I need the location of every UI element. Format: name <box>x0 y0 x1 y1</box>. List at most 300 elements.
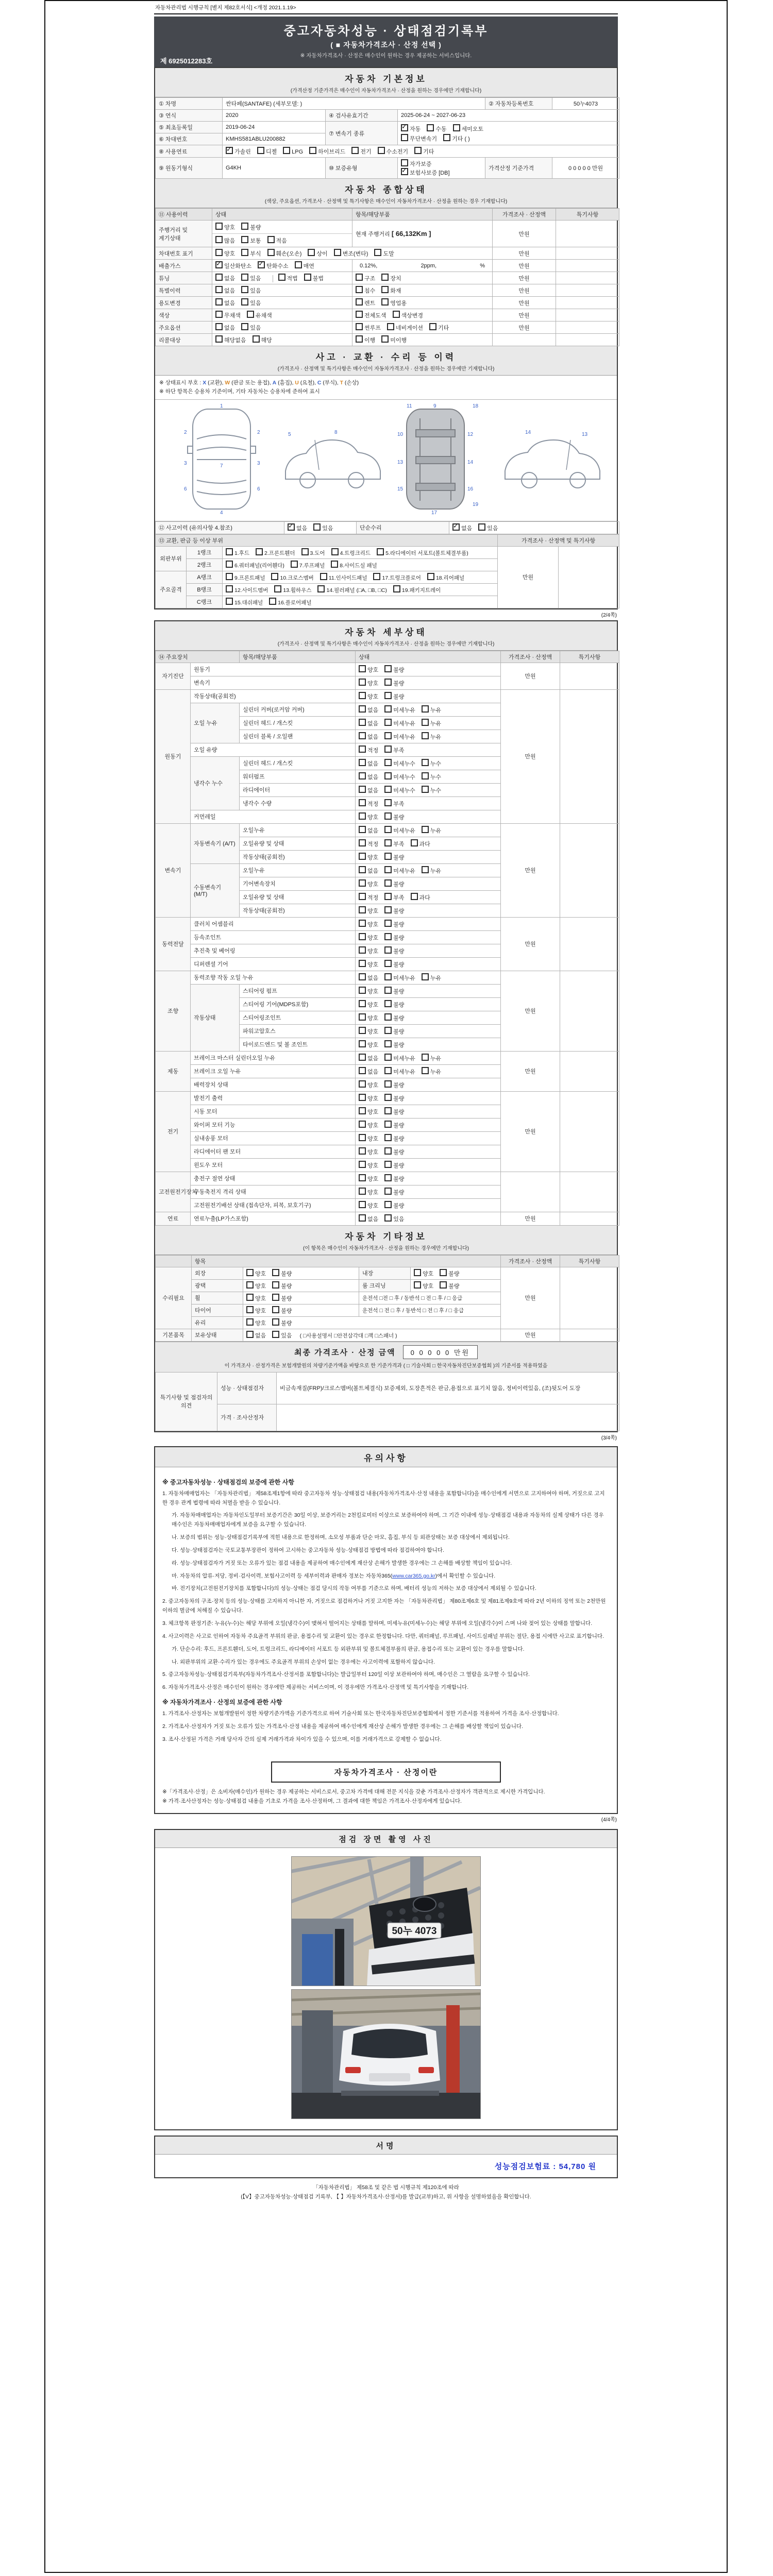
option-누유[interactable]: 누유 <box>422 719 441 727</box>
checkbox[interactable] <box>272 1294 279 1301</box>
checkbox[interactable] <box>359 933 366 940</box>
checkbox[interactable] <box>414 1281 421 1289</box>
checkbox[interactable] <box>422 732 429 739</box>
checkbox[interactable] <box>301 548 309 555</box>
checked-checkbox[interactable] <box>401 168 408 175</box>
checked-checkbox[interactable] <box>215 261 223 268</box>
signature-area[interactable] <box>155 2155 617 2177</box>
option-불량[interactable]: 불량 <box>384 933 404 942</box>
checkbox[interactable] <box>359 1107 366 1114</box>
option-양호[interactable]: 양호 <box>359 1040 378 1049</box>
checkbox[interactable] <box>422 866 429 873</box>
checkbox[interactable] <box>272 1281 279 1289</box>
option-불량[interactable]: 불량 <box>440 1269 459 1278</box>
option-양호[interactable]: 양호 <box>246 1269 266 1278</box>
checkbox[interactable] <box>384 732 392 739</box>
option-양호[interactable]: 양호 <box>359 853 378 861</box>
option-없음[interactable]: 없음 <box>359 705 378 714</box>
option-불량[interactable]: 불량 <box>384 879 404 888</box>
checkbox[interactable] <box>384 906 392 913</box>
option-양호[interactable]: 양호 <box>359 1161 378 1170</box>
option-LPG[interactable]: LPG <box>283 147 303 155</box>
option-6.쿼터패널(리어휀다)[interactable]: 6.쿼터패널(리어휀다) <box>226 561 284 569</box>
option-10.크로스멤버[interactable]: 10.크로스멤버 <box>271 573 313 582</box>
option-있음[interactable]: 있음 <box>241 323 261 332</box>
option-있음[interactable]: 있음 <box>272 1331 292 1340</box>
option-양호[interactable]: 양호 <box>359 1027 378 1036</box>
checkbox[interactable] <box>359 759 366 766</box>
option-불량[interactable]: 불량 <box>384 679 404 687</box>
option-7.루프패널[interactable]: 7.루프패널 <box>291 561 325 569</box>
checkbox[interactable] <box>356 323 363 330</box>
option-양호[interactable]: 양호 <box>414 1281 433 1290</box>
checkbox[interactable] <box>384 692 392 699</box>
option-상이[interactable]: 상이 <box>308 249 327 258</box>
checkbox[interactable] <box>359 1121 366 1128</box>
checkbox[interactable] <box>215 236 223 243</box>
option-9.프론트패널[interactable]: 9.프론트패널 <box>226 573 265 582</box>
checkbox[interactable] <box>359 946 366 954</box>
option-미세누수[interactable]: 미세누수 <box>384 772 415 781</box>
option-있음[interactable]: 있음 <box>241 298 261 307</box>
option-적정[interactable]: 적정 <box>359 893 378 902</box>
option-자동[interactable]: ✓자동 <box>401 124 421 133</box>
option-없음[interactable]: 없음 <box>246 1331 266 1340</box>
option-불량[interactable]: 불량 <box>384 1027 404 1036</box>
option-무단변속기[interactable]: 무단변속기 <box>401 134 437 143</box>
option-미세누유[interactable]: 미세누유 <box>384 1067 415 1076</box>
checkbox[interactable] <box>384 1161 392 1168</box>
option-양호[interactable]: 양호 <box>359 987 378 995</box>
option-양호[interactable]: 양호 <box>215 249 235 258</box>
option-미세누유[interactable]: 미세누유 <box>384 719 415 727</box>
option-장치[interactable]: 장치 <box>381 274 401 282</box>
option-8.사이드실 패널[interactable]: 8.사이드실 패널 <box>331 561 377 569</box>
option-무채색[interactable]: 무채색 <box>215 311 241 319</box>
checkbox[interactable] <box>359 692 366 699</box>
checkbox[interactable] <box>384 1174 392 1181</box>
checkbox[interactable] <box>384 679 392 686</box>
option-17.트렁크플로어[interactable]: 17.트렁크플로어 <box>373 573 421 582</box>
checkbox[interactable] <box>422 772 429 779</box>
option-양호[interactable]: 양호 <box>359 879 378 888</box>
checkbox[interactable] <box>283 147 290 154</box>
option-양호[interactable]: 양호 <box>359 1121 378 1129</box>
checked-checkbox[interactable] <box>258 261 265 268</box>
checkbox[interactable] <box>215 335 223 343</box>
checked-checkbox[interactable] <box>288 523 295 531</box>
checkbox[interactable] <box>272 1269 279 1276</box>
option-적음[interactable]: 적음 <box>267 236 287 245</box>
option-색상변경[interactable]: 색상변경 <box>393 311 424 319</box>
option-없음[interactable]: 없음 <box>215 323 235 332</box>
option-양호[interactable]: 양호 <box>246 1306 266 1315</box>
checkbox[interactable] <box>384 893 392 900</box>
option-없음[interactable]: 없음 <box>359 1054 378 1062</box>
checkbox[interactable] <box>384 772 392 779</box>
checkbox[interactable] <box>295 261 302 268</box>
option-없음[interactable]: ✓ 없음 <box>288 523 307 532</box>
checkbox[interactable] <box>422 1067 429 1074</box>
checkbox[interactable] <box>401 134 408 141</box>
option-적정[interactable]: 적정 <box>359 839 378 848</box>
option-세미오토[interactable]: 세미오토 <box>453 124 484 133</box>
option-누유[interactable]: 누유 <box>422 1054 441 1062</box>
checkbox[interactable] <box>257 147 264 154</box>
checkbox[interactable] <box>384 1201 392 1208</box>
option-가솔린[interactable]: ✓ 가솔린 <box>226 147 251 156</box>
checkbox[interactable] <box>215 249 223 256</box>
option-하이브리드[interactable]: 하이브리드 <box>309 147 345 156</box>
option-불량[interactable]: 불량 <box>272 1281 292 1290</box>
checkbox[interactable] <box>384 826 392 833</box>
checkbox[interactable] <box>359 745 366 753</box>
option-보통[interactable]: 보통 <box>241 236 261 245</box>
option-양호[interactable]: 양호 <box>359 933 378 942</box>
checkbox[interactable] <box>291 561 298 568</box>
checkbox[interactable] <box>359 1013 366 1021</box>
checkbox[interactable] <box>226 561 233 568</box>
option-없음[interactable]: 없음 <box>359 719 378 727</box>
checkbox[interactable] <box>384 839 392 846</box>
option-일산화탄소[interactable]: ✓ 일산화탄소 <box>215 261 251 270</box>
option-불량[interactable]: 불량 <box>384 1013 404 1022</box>
option-불량[interactable]: 불량 <box>272 1294 292 1302</box>
option-불량[interactable]: 불량 <box>384 1040 404 1049</box>
checkbox[interactable] <box>411 839 418 846</box>
option-불량[interactable]: 불량 <box>384 960 404 969</box>
option-누유[interactable]: 누유 <box>422 826 441 835</box>
checkbox[interactable] <box>393 585 400 592</box>
checkbox[interactable] <box>359 812 366 820</box>
option-있음[interactable]: 있음 <box>241 274 261 282</box>
option-도말[interactable]: 도말 <box>374 249 394 258</box>
option-과다[interactable]: 과다 <box>411 839 430 848</box>
option-양호[interactable]: 양호 <box>359 665 378 674</box>
checkbox[interactable] <box>384 1000 392 1007</box>
option-양호[interactable]: 양호 <box>359 920 378 928</box>
option-없음[interactable]: ✓ 없음 <box>452 523 472 532</box>
option-없음[interactable]: 없음 <box>215 286 235 295</box>
checkbox[interactable] <box>272 1306 279 1313</box>
option-14.필러패널 (□A, □B, □C)[interactable]: 14.필러패널 (□A, □B, □C) <box>317 585 386 594</box>
checkbox[interactable] <box>359 1201 366 1208</box>
option-이행[interactable]: 이행 <box>356 335 375 344</box>
checkbox[interactable] <box>427 573 434 580</box>
option-침수[interactable]: 침수 <box>356 286 375 295</box>
checkbox[interactable] <box>359 679 366 686</box>
checkbox[interactable] <box>384 1080 392 1088</box>
option-양호[interactable]: 양호 <box>246 1318 266 1327</box>
option-5.라디에이터 서포트(볼트체결부품)[interactable]: 5.라디에이터 서포트(볼트체결부품) <box>377 548 468 557</box>
option-누유[interactable]: 누유 <box>422 732 441 741</box>
option-양호[interactable]: 양호 <box>359 906 378 915</box>
checkbox[interactable] <box>384 1094 392 1101</box>
option-3.도어[interactable]: 3.도어 <box>301 548 325 557</box>
option-부족[interactable]: 부족 <box>384 745 404 754</box>
checkbox[interactable] <box>384 1188 392 1195</box>
option-양호[interactable]: 양호 <box>359 1080 378 1089</box>
option-없음[interactable]: 없음 <box>359 826 378 835</box>
checkbox[interactable] <box>384 1147 392 1155</box>
checkbox[interactable] <box>359 1000 366 1007</box>
option-누유[interactable]: 누유 <box>422 1067 441 1076</box>
option-18.리어패널[interactable]: 18.리어패널 <box>427 573 464 582</box>
checkbox[interactable] <box>359 1188 366 1195</box>
checkbox[interactable] <box>384 1027 392 1034</box>
option-양호[interactable]: 양호 <box>359 1147 378 1156</box>
checkbox[interactable] <box>269 598 276 605</box>
checkbox[interactable] <box>384 866 392 873</box>
checkbox[interactable] <box>278 274 285 281</box>
option-15.대쉬패널[interactable]: 15.대쉬패널 <box>226 598 263 606</box>
option-기타[interactable]: 기타 <box>429 323 449 332</box>
checkbox[interactable] <box>241 298 248 306</box>
option-불량[interactable]: 불량 <box>384 812 404 821</box>
option-불량[interactable]: 불량 <box>384 1094 404 1103</box>
option-누수[interactable]: 누수 <box>422 759 441 768</box>
checkbox[interactable] <box>246 1269 254 1276</box>
option-적정[interactable]: 적정 <box>359 745 378 754</box>
checkbox[interactable] <box>359 1094 366 1101</box>
option-불량[interactable]: 불량 <box>384 1188 404 1196</box>
option-매연[interactable]: 매연 <box>295 261 314 270</box>
checkbox[interactable] <box>440 1269 447 1276</box>
checkbox[interactable] <box>384 987 392 994</box>
checkbox[interactable] <box>359 1027 366 1034</box>
option-양호[interactable]: 양호 <box>359 960 378 969</box>
option-누유[interactable]: 누유 <box>422 866 441 875</box>
checkbox[interactable] <box>215 298 223 306</box>
checkbox[interactable] <box>359 786 366 793</box>
option-미이행[interactable]: 미이행 <box>381 335 407 344</box>
checkbox[interactable] <box>384 920 392 927</box>
option-불량[interactable]: 불량 <box>384 853 404 861</box>
checkbox[interactable] <box>384 745 392 753</box>
checkbox[interactable] <box>253 335 260 343</box>
checkbox[interactable] <box>422 1054 429 1061</box>
option-양호[interactable]: 양호 <box>359 692 378 701</box>
checkbox[interactable] <box>384 879 392 887</box>
checkbox[interactable] <box>440 1281 447 1289</box>
option-과다[interactable]: 과다 <box>411 893 430 902</box>
checkbox[interactable] <box>308 249 315 256</box>
checkbox[interactable] <box>215 311 223 318</box>
checkbox[interactable] <box>384 812 392 820</box>
checked-checkbox[interactable] <box>401 124 408 131</box>
checkbox[interactable] <box>384 1134 392 1141</box>
checkbox[interactable] <box>313 523 321 531</box>
checkbox[interactable] <box>411 893 418 900</box>
option-불량[interactable]: 불량 <box>384 906 404 915</box>
option-기타[interactable]: 기타 <box>414 147 434 156</box>
car365-link[interactable]: www.car365.go.kr <box>392 1572 435 1579</box>
option-불량[interactable]: 불량 <box>384 1121 404 1129</box>
option-2.프론트휀더[interactable]: 2.프론트휀더 <box>256 548 295 557</box>
checkbox[interactable] <box>384 799 392 806</box>
checkbox[interactable] <box>359 1174 366 1181</box>
option-불량[interactable]: 불량 <box>272 1306 292 1315</box>
option-화재[interactable]: 화재 <box>381 286 401 295</box>
checkbox[interactable] <box>359 1134 366 1141</box>
option-부족[interactable]: 부족 <box>384 893 404 902</box>
checked-checkbox[interactable] <box>452 523 460 531</box>
option-유채색[interactable]: 유채색 <box>247 311 272 319</box>
option-불량[interactable]: 불량 <box>384 1134 404 1143</box>
checked-checkbox[interactable] <box>226 147 233 154</box>
option-양호[interactable]: 양호 <box>215 223 235 231</box>
checkbox[interactable] <box>384 1214 392 1222</box>
checkbox[interactable] <box>246 1306 254 1313</box>
option-없음[interactable]: 없음 <box>359 732 378 741</box>
checkbox[interactable] <box>215 286 223 293</box>
checkbox[interactable] <box>359 866 366 873</box>
checkbox[interactable] <box>359 960 366 967</box>
option-양호[interactable]: 양호 <box>414 1269 433 1278</box>
option-수동[interactable]: 수동 <box>427 124 446 133</box>
checkbox[interactable] <box>359 1147 366 1155</box>
checkbox[interactable] <box>356 335 363 343</box>
checkbox[interactable] <box>422 759 429 766</box>
checkbox[interactable] <box>378 147 385 154</box>
checkbox[interactable] <box>246 1331 254 1338</box>
checkbox[interactable] <box>384 1054 392 1061</box>
checkbox[interactable] <box>359 732 366 739</box>
checkbox[interactable] <box>359 920 366 927</box>
option-미세누수[interactable]: 미세누수 <box>384 759 415 768</box>
checkbox[interactable] <box>414 147 422 154</box>
option-많음[interactable]: 많음 <box>215 236 235 245</box>
option-불량[interactable]: 불량 <box>384 987 404 995</box>
checkbox[interactable] <box>359 665 366 672</box>
checkbox[interactable] <box>215 223 223 230</box>
checkbox[interactable] <box>359 1161 366 1168</box>
checkbox[interactable] <box>334 249 341 256</box>
checkbox[interactable] <box>356 274 363 281</box>
option-구조[interactable]: 구조 <box>356 274 375 282</box>
checkbox[interactable] <box>241 249 248 256</box>
checkbox[interactable] <box>384 705 392 713</box>
checkbox[interactable] <box>384 786 392 793</box>
option-16.플로어패널[interactable]: 16.플로어패널 <box>269 598 311 606</box>
checkbox[interactable] <box>359 853 366 860</box>
checkbox[interactable] <box>215 274 223 281</box>
option-해당[interactable]: 해당 <box>253 335 272 344</box>
option-적법[interactable]: 적법 <box>278 274 298 282</box>
checkbox[interactable] <box>381 286 389 293</box>
checkbox[interactable] <box>384 960 392 967</box>
checkbox[interactable] <box>422 973 429 980</box>
option-불량[interactable]: 불량 <box>384 1000 404 1009</box>
checkbox[interactable] <box>356 286 363 293</box>
checkbox[interactable] <box>271 573 278 580</box>
checkbox[interactable] <box>241 223 248 230</box>
checkbox[interactable] <box>422 719 429 726</box>
option-불량[interactable]: 불량 <box>384 920 404 928</box>
checkbox[interactable] <box>359 1067 366 1074</box>
checkbox[interactable] <box>320 573 327 580</box>
checkbox[interactable] <box>393 311 400 318</box>
checkbox[interactable] <box>384 946 392 954</box>
checkbox[interactable] <box>274 585 281 592</box>
checkbox[interactable] <box>384 1040 392 1047</box>
option-적정[interactable]: 적정 <box>359 799 378 808</box>
option-불량[interactable]: 불량 <box>384 1201 404 1210</box>
option-양호[interactable]: 양호 <box>359 946 378 955</box>
option-훼손(오손)[interactable]: 훼손(오손) <box>267 249 302 258</box>
option-불량[interactable]: 불량 <box>384 946 404 955</box>
checkbox[interactable] <box>384 719 392 726</box>
option-기타 ( )[interactable]: 기타 ( ) <box>443 134 470 143</box>
option-없음[interactable]: 없음 <box>215 274 235 282</box>
option-미세누유[interactable]: 미세누유 <box>384 1054 415 1062</box>
checkbox[interactable] <box>429 323 436 330</box>
option-누수[interactable]: 누수 <box>422 772 441 781</box>
checkbox[interactable] <box>267 249 275 256</box>
checkbox[interactable] <box>226 548 233 555</box>
checkbox[interactable] <box>427 124 434 131</box>
option-디젤[interactable]: 디젤 <box>257 147 277 156</box>
checkbox[interactable] <box>272 1331 279 1338</box>
option-양호[interactable]: 양호 <box>359 679 378 687</box>
checkbox[interactable] <box>381 335 389 343</box>
checkbox[interactable] <box>359 973 366 980</box>
option-미세누수[interactable]: 미세누수 <box>384 786 415 794</box>
option-19.패키지트레이[interactable]: 19.패키지트레이 <box>393 585 441 594</box>
checkbox[interactable] <box>384 1107 392 1114</box>
checkbox[interactable] <box>359 839 366 846</box>
option-보험사보증 [DB][interactable]: ✓보험사보증 [DB] <box>401 168 450 177</box>
checkbox[interactable] <box>215 323 223 330</box>
checkbox[interactable] <box>241 236 248 243</box>
checkbox[interactable] <box>359 799 366 806</box>
option-썬루프[interactable]: 썬루프 <box>356 323 381 332</box>
option-13.휠하우스[interactable]: 13.휠하우스 <box>274 585 311 594</box>
option-1.후드[interactable]: 1.후드 <box>226 548 249 557</box>
checkbox[interactable] <box>384 1121 392 1128</box>
checkbox[interactable] <box>359 826 366 833</box>
option-있음[interactable]: 있음 <box>384 1214 404 1223</box>
option-없음[interactable]: 없음 <box>359 786 378 794</box>
option-부족[interactable]: 부족 <box>384 799 404 808</box>
option-양호[interactable]: 양호 <box>246 1281 266 1290</box>
checkbox[interactable] <box>359 705 366 713</box>
option-12.사이드멤버[interactable]: 12.사이드멤버 <box>226 585 268 594</box>
option-누유[interactable]: 누유 <box>422 973 441 982</box>
option-양호[interactable]: 양호 <box>246 1294 266 1302</box>
option-불량[interactable]: 불량 <box>272 1318 292 1327</box>
option-미세누유[interactable]: 미세누유 <box>384 732 415 741</box>
option-불량[interactable]: 불량 <box>440 1281 459 1290</box>
checkbox[interactable] <box>226 585 233 592</box>
option-있음[interactable]: 있음 <box>313 523 333 532</box>
option-미세누유[interactable]: 미세누유 <box>384 866 415 875</box>
checkbox[interactable] <box>246 1294 254 1301</box>
checkbox[interactable] <box>356 311 363 318</box>
checkbox[interactable] <box>384 759 392 766</box>
checkbox[interactable] <box>384 933 392 940</box>
option-변조(변타)[interactable]: 변조(변타) <box>334 249 368 258</box>
checkbox[interactable] <box>381 298 389 306</box>
option-불량[interactable]: 불량 <box>384 1147 404 1156</box>
option-양호[interactable]: 양호 <box>359 1013 378 1022</box>
option-있음[interactable]: 있음 <box>478 523 498 532</box>
option-양호[interactable]: 양호 <box>359 1201 378 1210</box>
checkbox[interactable] <box>272 1318 279 1326</box>
checkbox[interactable] <box>443 134 450 141</box>
option-불량[interactable]: 불량 <box>384 1161 404 1170</box>
checkbox[interactable] <box>359 1040 366 1047</box>
